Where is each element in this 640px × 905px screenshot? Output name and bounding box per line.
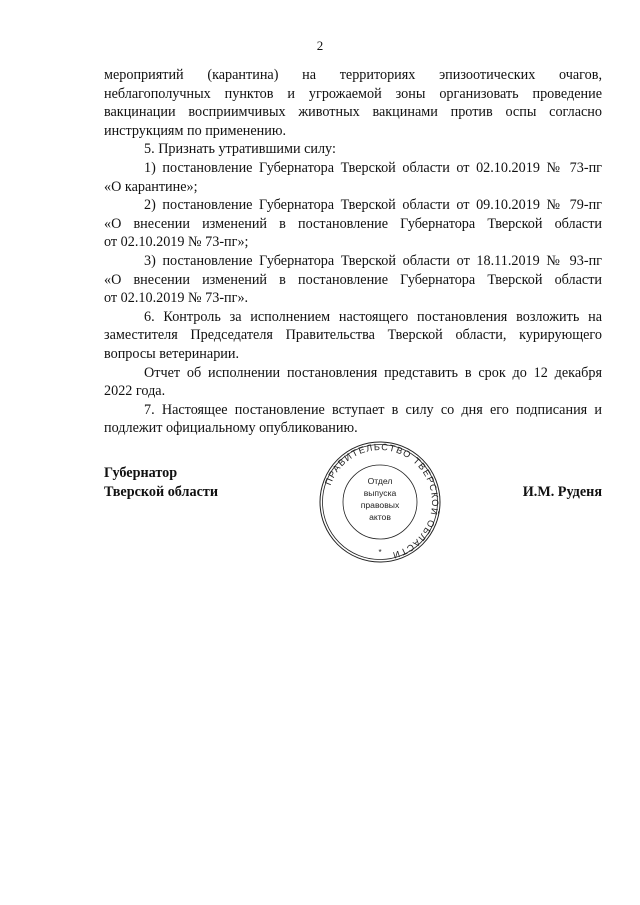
paragraph-line: 2) постановление Губернатора Тверской области от 09.10.2019 № 79-пг bbox=[144, 197, 602, 214]
seal-center-line-3: правовых bbox=[360, 500, 400, 510]
seal-center-line-4: актов bbox=[369, 512, 391, 522]
signatory-title-line-2: Тверской области bbox=[104, 484, 219, 500]
seal-center-line-1: Отдел bbox=[367, 476, 393, 486]
paragraph-line: 6. Контроль за исполнением настоящего постановления возложить на заместителя Председателя Правительства Тверской области, курирующего вопросы ветеринарии. bbox=[104, 308, 602, 362]
seal-ring-text: ПРАВИТЕЛЬСТВО ТВЕРСКОЙ ОБЛАСТИ bbox=[323, 441, 441, 561]
paragraph-line: «О внесении изменений в постановление Губернатора Тверской области bbox=[104, 271, 602, 288]
paragraph-line: 3) постановление Губернатора Тверской области от 18.11.2019 № 93-пг bbox=[144, 252, 602, 269]
paragraph-line: мероприятий (карантина) на территориях эпизоотических очагов, bbox=[104, 67, 602, 83]
signatory-name: И.М. Руденя bbox=[522, 484, 602, 500]
seal-star: * bbox=[378, 548, 382, 557]
official-seal bbox=[318, 440, 442, 564]
document-body bbox=[104, 66, 602, 438]
page-number: 2 bbox=[316, 38, 324, 53]
seal-center-line-2: выпуска bbox=[363, 488, 397, 498]
paragraph-line: 1) постановление Губернатора Тверской области от 02.10.2019 № 73-пг bbox=[144, 159, 602, 176]
paragraph-line: от 02.10.2019 № 73-пг»; bbox=[104, 234, 249, 251]
paragraph-line: «О внесении изменений в постановление Губернатора Тверской области bbox=[104, 215, 602, 232]
paragraph-line: вакцинации восприимчивых животных вакцинами против оспы согласно bbox=[104, 104, 602, 121]
paragraph-line: 5. Признать утратившими силу: bbox=[144, 141, 336, 158]
signatory-title bbox=[104, 464, 218, 502]
signatory-title-line-1: Губернатор bbox=[104, 465, 178, 481]
paragraph-line: «О карантине»; bbox=[104, 178, 198, 195]
paragraph-line: неблагополучных пунктов и угрожаемой зоны организовать проведение bbox=[104, 85, 602, 102]
paragraph-line: от 02.10.2019 № 73-пг». bbox=[104, 290, 249, 307]
paragraph-line: инструкциям по применению. bbox=[104, 122, 286, 139]
paragraph-line: Отчет об исполнении постановления представить в срок до 12 декабря 2022 года. bbox=[104, 364, 602, 400]
paragraph-line: 7. Настоящее постановление вступает в силу со дня его подписания и подлежит официальному опубликованию. bbox=[104, 401, 602, 437]
